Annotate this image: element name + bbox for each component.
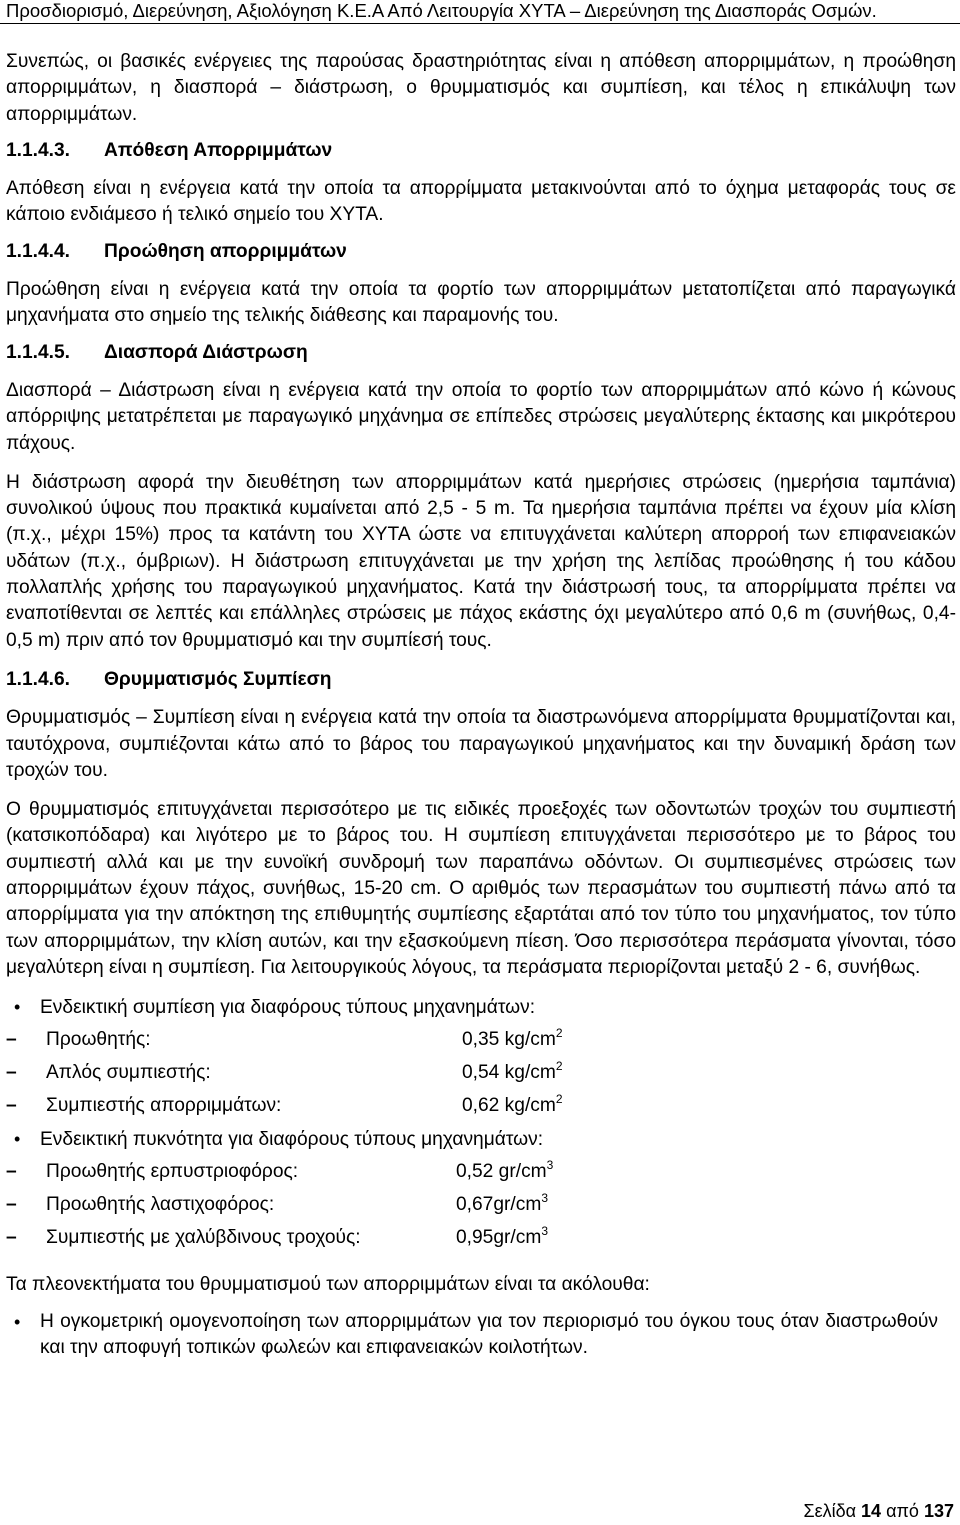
spec-row: [6, 1159, 956, 1192]
footer-prefix: Σελίδα: [803, 1501, 857, 1521]
section-heading-1-1-4-5: [6, 340, 956, 366]
spec-label: Προωθητής λαστιχοφόρος:: [46, 1194, 275, 1216]
spec-value: 0,52 $gr/cm^3$: [456, 1158, 554, 1183]
dash-icon: –: [6, 1194, 17, 1216]
spec-label: Συμπιεστής με χαλύβδινους τροχούς:: [46, 1227, 361, 1249]
header-title: Προσδιορισμό, Διερεύνηση, Αξιολόγηση Κ.Ε.Α Από Λειτουργία ΧΥΤΑ – Διερεύνηση της Διασποράς Οσμών.: [6, 0, 877, 21]
footer-total-pages: 137: [923, 1501, 954, 1521]
bullet-icon: •: [14, 1129, 21, 1150]
section-title: Θρυμματισμός Συμπίεση: [104, 668, 332, 690]
section-heading-1-1-4-3: [6, 138, 956, 164]
page-footer: [803, 1501, 954, 1522]
paragraph: Ο θρυμματισμός επιτυγχάνεται περισσότερο με τις ειδικές προεξοχές των οδοντωτών τροχών του συμπιεστή (κατσικοπόδαρα) και λιγότερο με το βάρος του. Η συμπίεση επιτυγχάνεται περισσότερο με το βάρος του συμπιεστή αλλά και με την ευνοϊκή συνδρομή των παραπάνω οδόντων. Οι συμπιεσμένες στρώσεις των απορριμμάτων έχουν πάχος, συνήθως, 15-20 cm. Ο αριθμός των περασμάτων του συμπιεστή πάνω από τα απορρίμματα για την απόκτηση της επιθυμητής συμπίεσης εξαρτάται από τον τύπο του μηχανήματος, τον τύπο των απορριμμάτων, την κλίση αυτών, και την εξασκούμενη πίεση. Όσο περισσότερα περάσματα γίνονται, τόσο μεγαλύτερη είναι η συμπίεση. Για λειτουργικούς λόγους, τα περάσματα περιορίζονται μεταξύ 2 - 6, συνήθως.: [6, 799, 956, 978]
bullet-icon: •: [14, 997, 21, 1018]
spec-row: [6, 1192, 956, 1225]
spec-value: $0,95gr/cm^3$: [456, 1224, 549, 1249]
footer-page-number: 14: [861, 1501, 882, 1521]
spec-row: [6, 1027, 956, 1060]
advantages-intro: Τα πλεονεκτήματα του θρυμματισμού των απορριμμάτων είναι τα ακόλουθα:: [6, 1274, 650, 1296]
bullet-item: [6, 1126, 956, 1159]
dash-icon: –: [6, 1062, 17, 1084]
paragraph: Προώθηση είναι η ενέργεια κατά την οποία τα φορτίο των απορριμμάτων μετατοπίζεται από παραγωγικά μηχανήματα στο σημείο της τελικής διάθεσης και παραμονής του.: [6, 279, 956, 327]
footer-of: από: [886, 1501, 919, 1521]
section-title: Προώθηση απορριμμάτων: [104, 240, 347, 262]
spec-value: 0,35 $kg/cm^2$: [462, 1026, 563, 1051]
spec-value: $0,67gr/cm^3$: [456, 1191, 549, 1216]
document-body: [6, 49, 956, 1361]
specs-list: [6, 994, 956, 1258]
spec-row: [6, 1060, 956, 1093]
paragraph: Απόθεση είναι η ενέργεια κατά την οποία τα απορρίμματα μετακινούνται από το όχημα μεταφοράς τους σε κάποιο ενδιάμεσο ή τελικό σημείο του ΧΥΤΑ.: [6, 178, 956, 226]
spec-row: [6, 1093, 956, 1126]
paragraph: Θρυμματισμός – Συμπίεση είναι η ενέργεια κατά την οποία τα διαστρωνόμενα απορρίμματα θρυμματίζονται και, ταυτόχρονα, συμπιέζονται κάτω από το βάρος του παραγωγικού μηχανήματος και την δυναμική δράση των τροχών του.: [6, 707, 956, 781]
section-title: Απόθεση Απορριμμάτων: [104, 139, 333, 161]
spec-label: Απλός συμπιεστής:: [46, 1062, 211, 1084]
section-title: Διασπορά Διάστρωση: [104, 341, 308, 363]
section-heading-1-1-4-4: [6, 239, 956, 265]
paragraph: Η διάστρωση αφορά την διευθέτηση των απορριμμάτων κατά ημερήσιες στρώσεις (ημερήσια ταμπάνια) συνολικού ύψους που πρακτικά κυμαίνεται από 2,5 - 5 m. Τα ημερήσια ταμπάνια πρέπει να έχουν μία κλίση (π.χ., μέχρι 15%) προς τα κατάντη του ΧΥΤΑ ώστε να επιτυγχάνεται καλύτερη απορροή των επιφανειακών υδάτων (π.χ., όμβριων). Η διάστρωση επιτυγχάνεται με την χρήση της λεπίδας προώθησης ή του κάδου πολλαπλής χρήσης του παραγωγικού μηχανήματος. Κατά την διάστρωσή τους, τα απορρίμματα πρέπει να εναποτίθενται σε λεπτές και επάλληλες στρώσεις με πάχος εκάστης όχι μεγαλύτερο από 0,6 m (συνήθως, 0,4-0,5 m) πριν από τον θρυμματισμό και την συμπίεσή τους.: [6, 471, 956, 651]
bullet-text: Η ογκομετρική ομογενοποίηση των απορριμμάτων για τον περιορισμό του όγκου τους όταν διαστρωθούν και την αποφυγή τοπικών φωλεών και επιφανειακών κοιλοτήτων.: [40, 1310, 938, 1358]
dash-icon: –: [6, 1161, 17, 1183]
spec-label: Προωθητής:: [46, 1029, 151, 1051]
spec-label: Προωθητής ερπυστριοφόρος:: [46, 1161, 299, 1183]
section-number: 1.1.4.6.: [6, 668, 71, 690]
bullet-icon: •: [14, 1311, 21, 1332]
spec-label: Συμπιεστής απορριμμάτων:: [46, 1095, 282, 1117]
bullet-item: [6, 1309, 956, 1362]
page-header: [0, 0, 960, 24]
section-number: 1.1.4.4.: [6, 240, 71, 262]
paragraph: Διασπορά – Διάστρωση είναι η ενέργεια κατά την οποία το φορτίο των απορριμμάτων από κώνο ή κώνους απόρριψης μετατρέπεται με παραγωγικό μηχάνημα σε επίπεδες στρώσεις μεγαλύτερης έκτασης και μικρότερου πάχους.: [6, 379, 956, 454]
dash-icon: –: [6, 1227, 17, 1249]
section-heading-1-1-4-6: [6, 667, 956, 693]
section-number: 1.1.4.3.: [6, 139, 71, 161]
dash-icon: –: [6, 1029, 17, 1051]
section-number: 1.1.4.5.: [6, 341, 71, 363]
spec-value: 0,54 $kg/cm^2$: [462, 1059, 563, 1084]
spec-row: [6, 1225, 956, 1258]
bullet-text: Ενδεικτική συμπίεση για διαφόρους τύπους μηχανημάτων:: [40, 997, 536, 1019]
spec-value: 0,62 $kg/cm^2$: [462, 1092, 563, 1117]
bullet-item: [6, 994, 956, 1027]
dash-icon: –: [6, 1095, 17, 1117]
intro-paragraph: Συνεπώς, οι βασικές ενέργειες της παρούσας δραστηριότητας είναι η απόθεση απορριμμάτων, η προώθηση απορριμμάτων, η διασπορά – διάστρωση, ο θρυμματισμός και συμπίεση, και τέλος η επικάλυψη των απορριμμάτων.: [6, 51, 956, 125]
bullet-text: Ενδεικτική πυκνότητα για διαφόρους τύπους μηχανημάτων:: [40, 1129, 544, 1151]
